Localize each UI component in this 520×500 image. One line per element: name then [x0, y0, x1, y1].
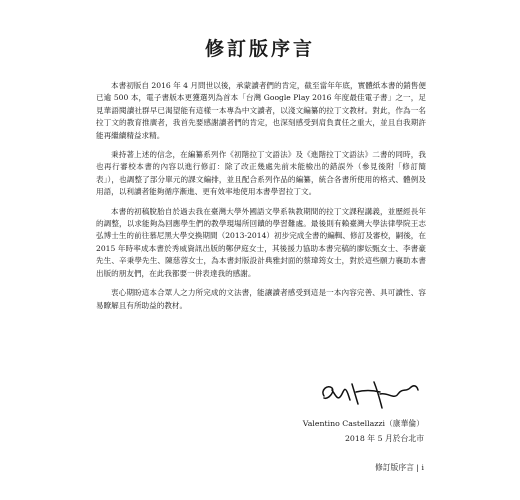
date-place: 2018 年 5 月於台北市 — [344, 434, 424, 443]
paragraph-3: 本書的初稿脫胎自於過去我在臺灣大學外國語文學系執教期間的拉丁文課程講義，並歷經長年的調整，以求能夠為回應學生們的教學現場所回饋的學習難處。最後則有賴臺灣大學法律學院王志弘博士生的前往慕尼黑大學交換期間（2013-2014）初步完成全書的編輯、修訂及審校，嗣後，在 2015 年時率成本書於秀威資訊出版的鄭伊庭女士，其後援力協助本書完稿的廖妘甄女士、李書豪先生、辛秉學先生、陳慈蓉女士，為本書封版設計典雅封面的蔡瑋筠女士，對於這些願力襄助本書出版的朋友們，在此我都要一併表達我的感謝。 — [96, 206, 426, 278]
preface-body — [96, 80, 426, 319]
signer-name: Valentino Castellazzi（康華倫） — [302, 419, 424, 428]
handwritten-signature — [318, 374, 422, 414]
paragraph-2: 秉持著上述的信念，在編纂系列作《初階拉丁文語法》及《進階拉丁文語法》二書的同時，我也再行審校本書的內容以進行修訂：除了改正幾處先前未能檢出的錯誤外（參見後附「修訂簡表」），也調整了部分單元的課文編排，並且配合系列作品的編纂，統合各書所使用的格式、體例及用語，以利讀者能夠循序漸進、更有效率地使用本書學習拉丁文。 — [96, 150, 426, 197]
page-title: 修訂版序言 — [204, 38, 315, 60]
paragraph-4: 衷心期盼這本合眾人之力所完成的文法書，能讓讀者感受到這是一本內容完善、具可讀性、容易瞭解且有所助益的教材。 — [96, 288, 426, 310]
paragraph-1: 本書初版自 2016 年 4 月問世以後，承蒙讀者們的肯定，截至當年年底，實體紙本書的銷售便已逾 500 本，電子書版本更獲選列為首本「台灣 Google Play 2016 年度最佳電子書」之一，足見華語閱讀社群早已渴望能有這樣一本專為中文讀者，以淺文編纂的拉丁文教材。對此，作為一名拉丁文的教育推廣者，我首先要感謝讀者們的肯定，也深刻感受到肩負責任之重大，並且自我期許能再繼續精益求精。 — [96, 81, 426, 140]
page-footer: 修訂版序言 | i — [374, 463, 424, 472]
